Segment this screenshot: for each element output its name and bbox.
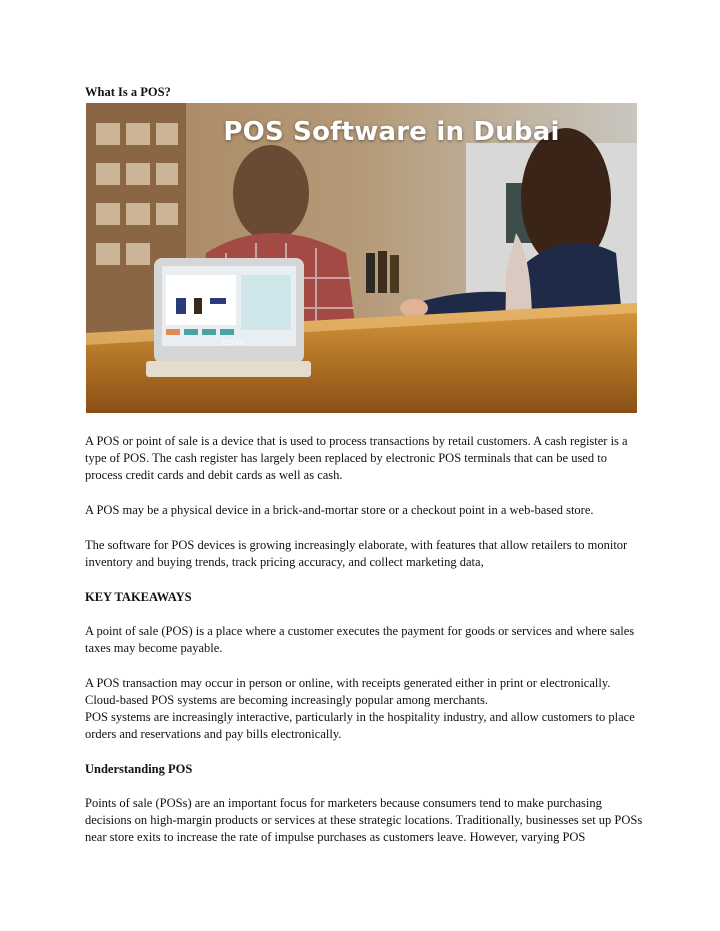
key-takeaway-2: A POS transaction may occur in person or online, with receipts generated either in print or electronically. — [85, 676, 611, 690]
key-takeaway-1: A point of sale (POS) is a place where a customer executes the payment for goods or services and where sales taxes may become payable. — [85, 624, 635, 656]
pos-store-illustration — [86, 103, 637, 413]
section-title: What Is a POS? — [85, 85, 171, 99]
intro-paragraph-3: The software for POS devices is growing increasingly elaborate, with features that allow retailers to monitor inventory and buying trends, track pricing accuracy, and collect marketing data, — [85, 538, 628, 570]
understanding-heading: Understanding POS — [85, 762, 193, 776]
tablet-brand-logo: COVA — [222, 339, 246, 347]
key-takeaway-4: POS systems are increasingly interactive, particularly in the hospitality industry, and allow customers to place orders and reservations and pay bills electronically. — [85, 710, 635, 742]
key-takeaway-3: Cloud-based POS systems are becoming increasingly popular among merchants. — [85, 693, 489, 707]
hero-image — [86, 103, 637, 413]
intro-paragraph-2: A POS may be a physical device in a brick-and-mortar store or a checkout point in a web-based store. — [85, 503, 594, 517]
key-takeaways-heading: KEY TAKEAWAYS — [85, 590, 192, 604]
understanding-paragraph-1: Points of sale (POSs) are an important focus for marketers because consumers tend to make purchasing decisions on high-margin products or services at these strategic locations. Traditionally, businesses set up POSs near store exits to increase the rate of impulse purchases as customers leave. However, varying POS — [85, 796, 643, 845]
intro-paragraph-1: A POS or point of sale is a device that is used to process transactions by retail customers. A cash register is a type of POS. The cash register has largely been replaced by electronic POS terminals that can be used to process credit cards and debit cards as well as cash. — [85, 434, 628, 483]
hero-overlay-title: POS Software in Dubai — [223, 117, 560, 147]
